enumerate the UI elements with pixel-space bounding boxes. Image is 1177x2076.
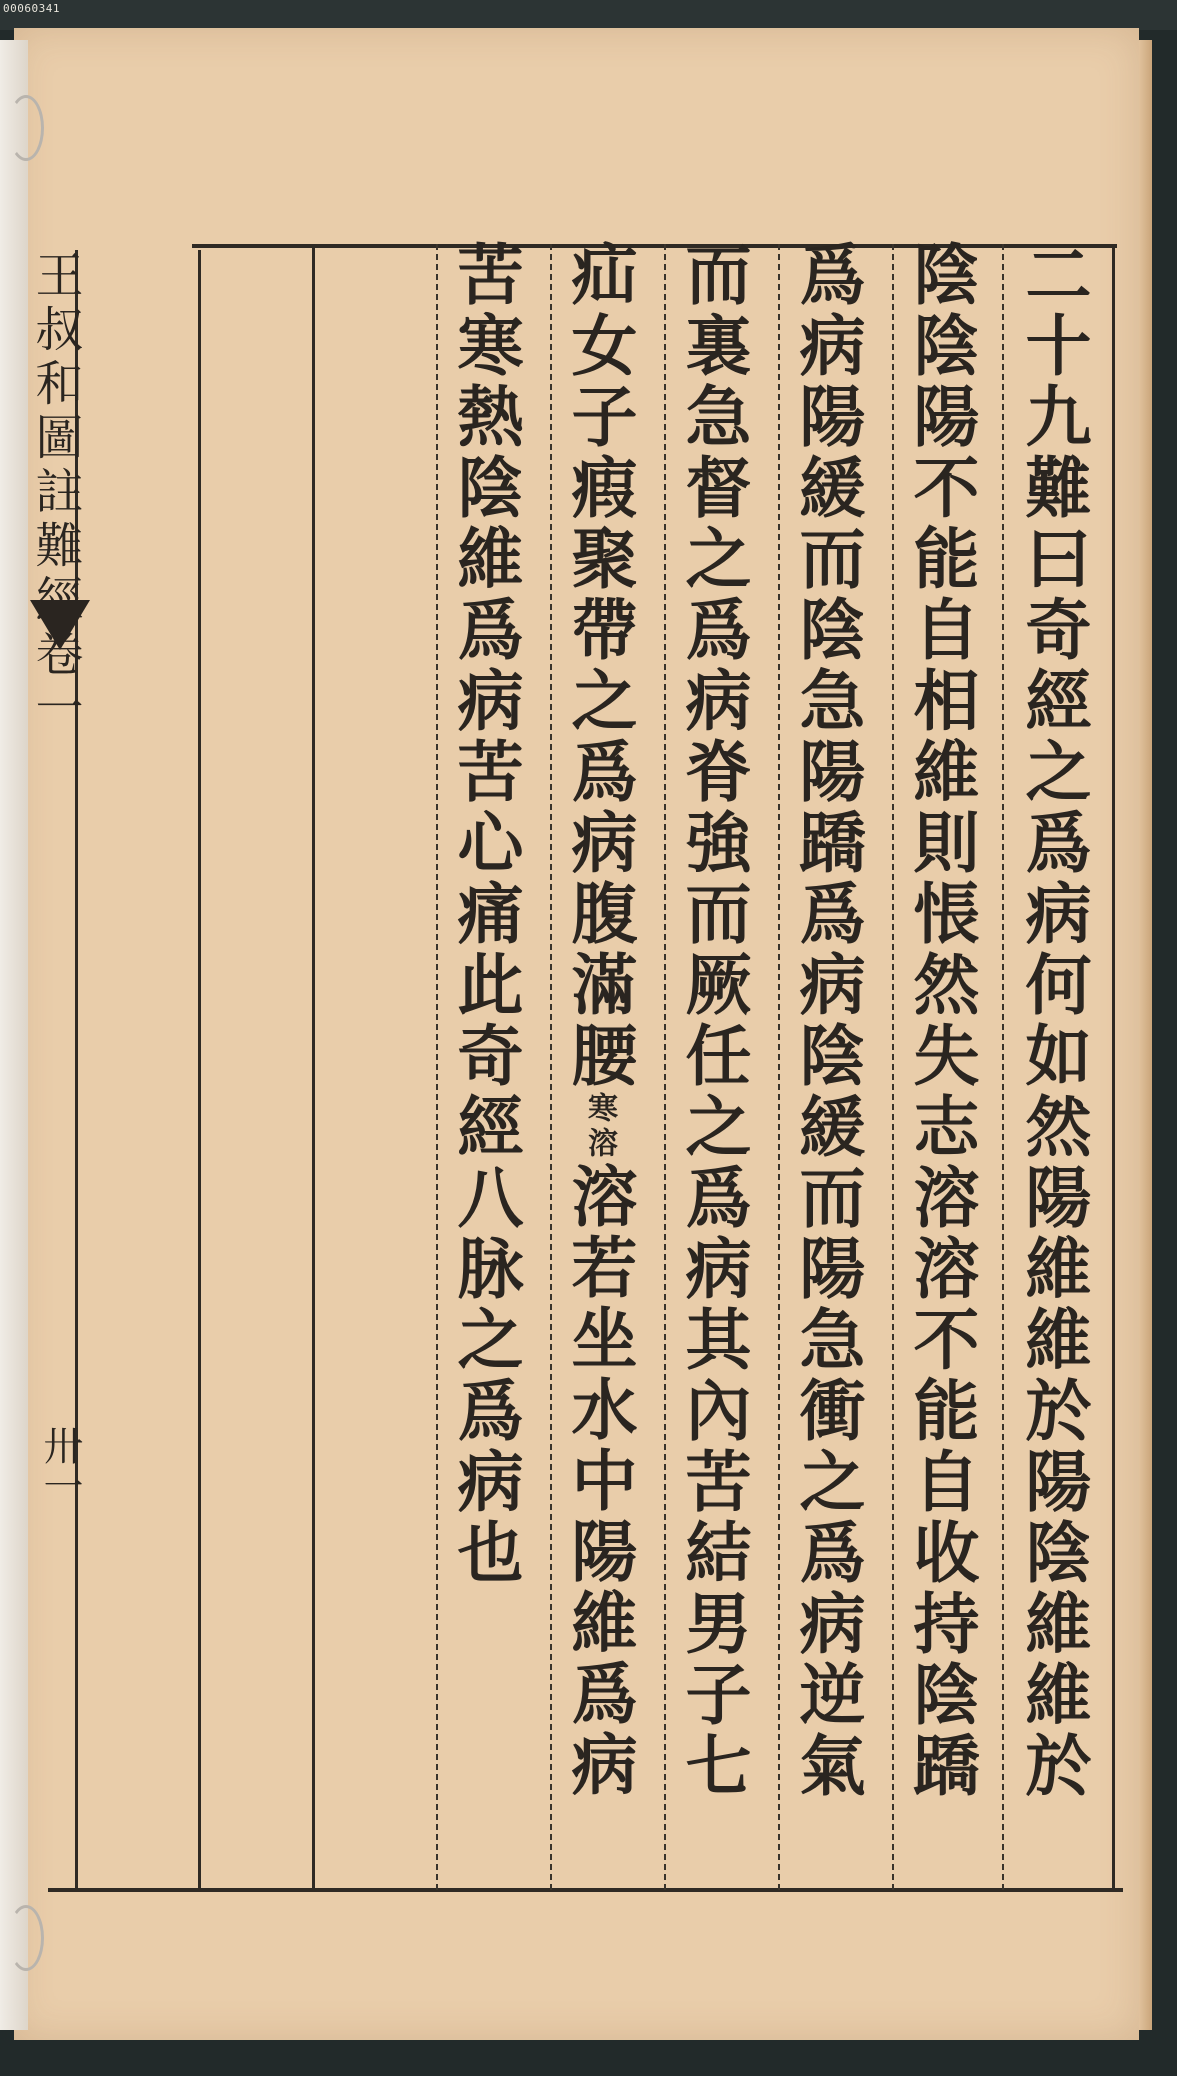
column-divider (778, 244, 780, 1890)
margin-leaf-number: 卅一 (37, 1425, 83, 1505)
binding-ring-bottom (8, 1905, 44, 1971)
column-divider (550, 244, 552, 1890)
text-column-3: 爲病陽緩而陰急陽蹻爲病陰緩而陽急衝之爲病逆氣 (788, 240, 866, 1802)
text-column-5-main: 疝女子瘕聚帶之爲病腹滿腰 (560, 240, 638, 1092)
text-column-5 (560, 240, 638, 1801)
binding-ring-top (8, 95, 44, 161)
scan-top-strip (0, 0, 1177, 30)
fishtail-mark (30, 600, 90, 650)
margin-volume: 卷一 (27, 628, 83, 736)
frame-bottom-rule (48, 1888, 1123, 1892)
frame-right-border (1112, 244, 1115, 1890)
text-column-6: 苦寒熱陰維爲病苦心痛此奇經八脉之爲病也 (446, 240, 524, 1589)
image-id-label: 00060341 (3, 2, 60, 15)
text-column-2: 陰陰陽不能自相維則悵然失志溶溶不能自收持陰蹻 (902, 240, 980, 1802)
column-divider-blank (312, 244, 315, 1890)
column-divider-blank (198, 250, 201, 1890)
margin-title-text: 王叔和圖註難經 (27, 250, 83, 628)
margin-title (27, 250, 83, 736)
text-column-1: 二十九難曰奇經之爲病何如然陽維維於陽陰維維於 (1014, 240, 1092, 1802)
column-divider (664, 244, 666, 1890)
column-divider (892, 244, 894, 1890)
text-column-5-rest: 溶若坐水中陽維爲病 (560, 1162, 638, 1801)
binding-edge (0, 40, 28, 2030)
column-divider (1002, 244, 1004, 1890)
interlinear-note-2: 溶 (582, 1127, 617, 1162)
column-divider (436, 244, 438, 1890)
interlinear-note: 寒 (582, 1092, 617, 1127)
text-column-4: 而裏急督之爲病脊強而厥任之爲病其內苦結男子七 (674, 240, 752, 1802)
